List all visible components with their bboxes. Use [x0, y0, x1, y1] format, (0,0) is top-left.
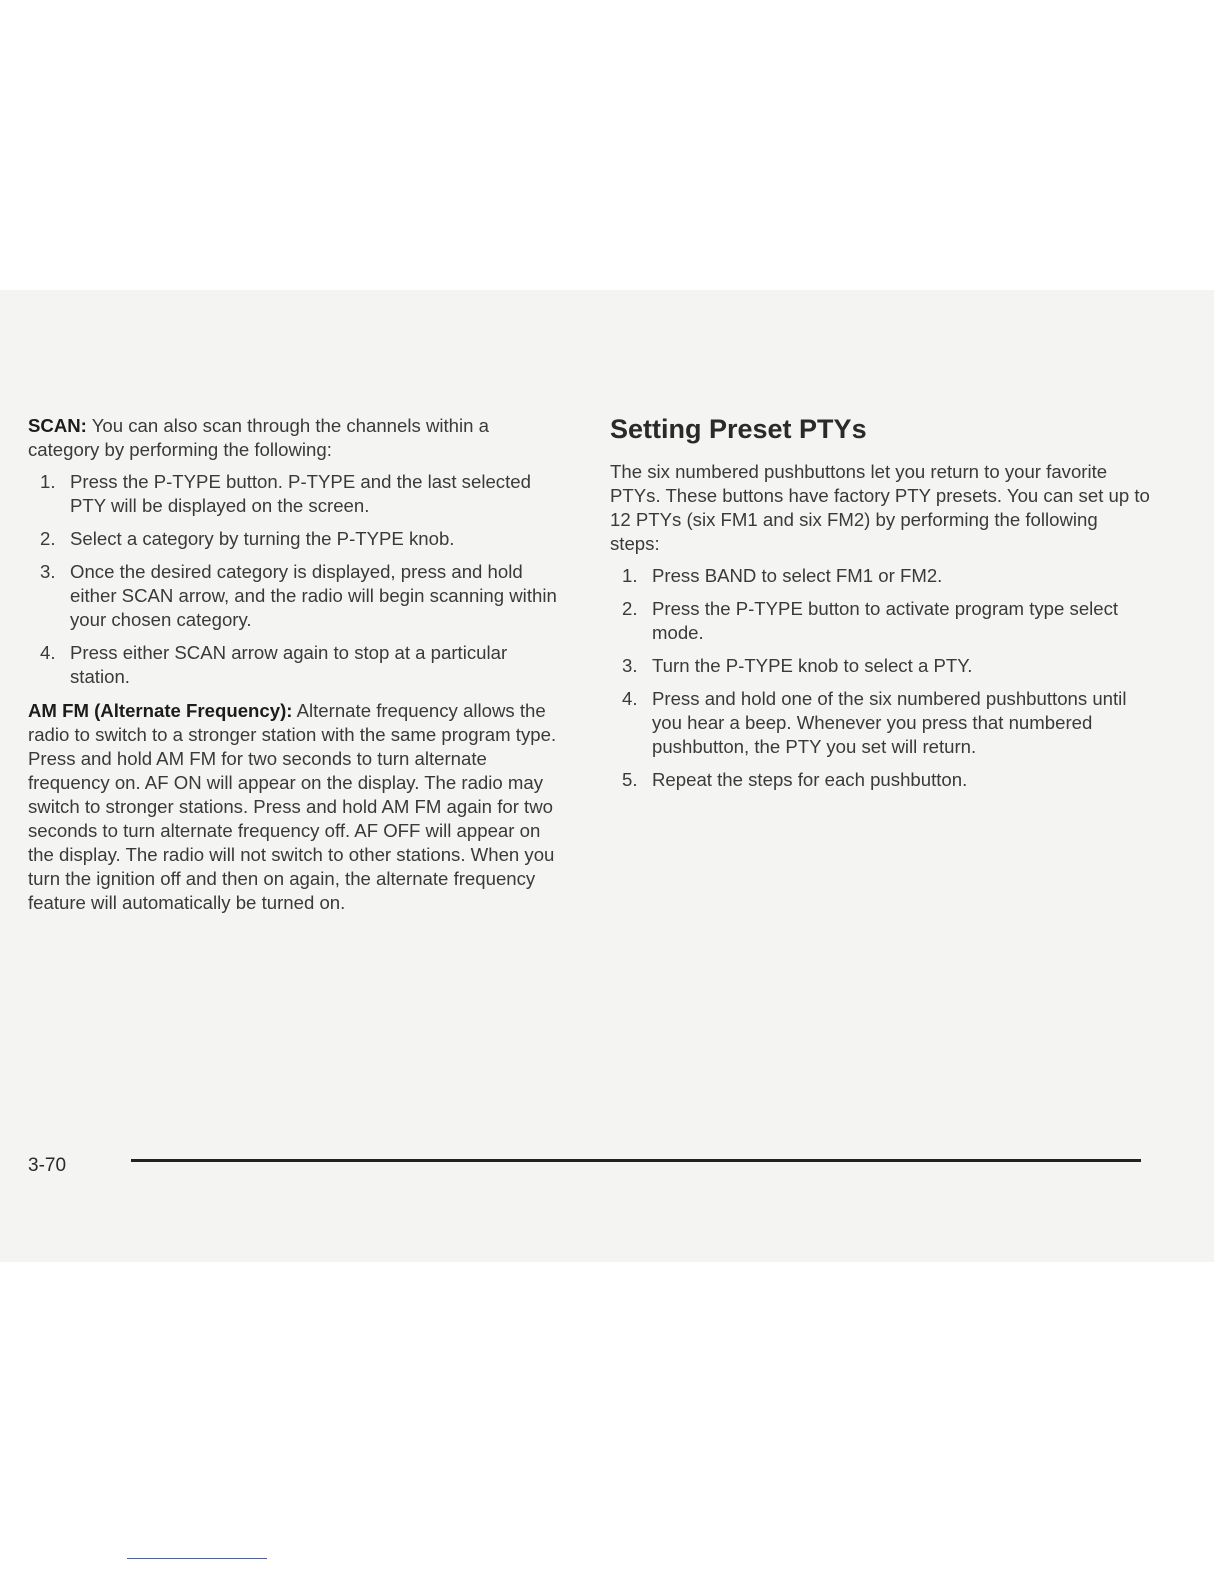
list-item: [610, 597, 1150, 645]
scan-paragraph: [28, 414, 563, 462]
list-item: [28, 641, 563, 689]
step-number: 4.: [40, 642, 56, 663]
scan-steps-list: [28, 470, 563, 689]
step-number: 3.: [40, 561, 56, 582]
step-number: 4.: [622, 688, 638, 709]
step-text: Press the P-TYPE button. P-TYPE and the last selected PTY will be displayed on the screen.: [70, 471, 531, 516]
step-number: 5.: [622, 769, 638, 790]
step-number: 2.: [622, 598, 638, 619]
list-item: [28, 527, 563, 551]
list-item: [610, 564, 1150, 588]
list-item: [28, 560, 563, 632]
right-column: [610, 412, 1150, 802]
list-item: [610, 654, 1150, 678]
step-text: Press the P-TYPE button to activate program type select mode.: [652, 598, 1119, 643]
step-text: Press either SCAN arrow again to stop at a particular station.: [70, 642, 508, 687]
step-number: 1.: [622, 565, 638, 586]
footer-divider: [131, 1159, 1141, 1162]
preset-steps-list: [610, 564, 1150, 792]
scan-text: You can also scan through the channels within a category by performing the following:: [28, 415, 490, 460]
scan-lead: SCAN:: [28, 415, 87, 436]
left-column: [28, 414, 563, 915]
step-text: Press and hold one of the six numbered pushbuttons until you hear a beep. Whenever you press that numbered pushbutton, the PTY you set will return.: [652, 688, 1127, 757]
step-number: 1.: [40, 471, 56, 492]
step-text: Once the desired category is displayed, press and hold either SCAN arrow, and the radio will begin scanning within your chosen category.: [70, 561, 557, 630]
list-item: [28, 470, 563, 518]
section-heading: Setting Preset PTYs: [610, 414, 867, 444]
intro-paragraph: The six numbered pushbuttons let you return to your favorite PTYs. These buttons have factory PTY presets. You can set up to 12 PTYs (six FM1 and six FM2) by performing the following steps:: [610, 461, 1150, 554]
page-number: 3-70: [28, 1155, 67, 1176]
link-underline: [127, 1558, 267, 1559]
amfm-lead: AM FM (Alternate Frequency):: [28, 700, 293, 721]
step-text: Turn the P-TYPE knob to select a PTY.: [652, 655, 973, 676]
step-number: 2.: [40, 528, 56, 549]
step-text: Press BAND to select FM1 or FM2.: [652, 565, 943, 586]
list-item: [610, 768, 1150, 792]
list-item: [610, 687, 1150, 759]
step-number: 3.: [622, 655, 638, 676]
amfm-text: Alternate frequency allows the radio to switch to a stronger station with the same program type. Press and hold AM FM for two seconds to turn alternate frequency on. AF ON will appear on the display. The radio may switch to stronger stations. Press and hold AM FM again for two seconds to turn alternate frequency off. AF OFF will appear on the display. The radio will not switch to other stations. When you turn the ignition off and then on again, the alternate frequency feature will automatically be turned on.: [28, 700, 557, 913]
step-text: Repeat the steps for each pushbutton.: [652, 769, 968, 790]
amfm-paragraph: [28, 699, 563, 915]
step-text: Select a category by turning the P-TYPE knob.: [70, 528, 455, 549]
